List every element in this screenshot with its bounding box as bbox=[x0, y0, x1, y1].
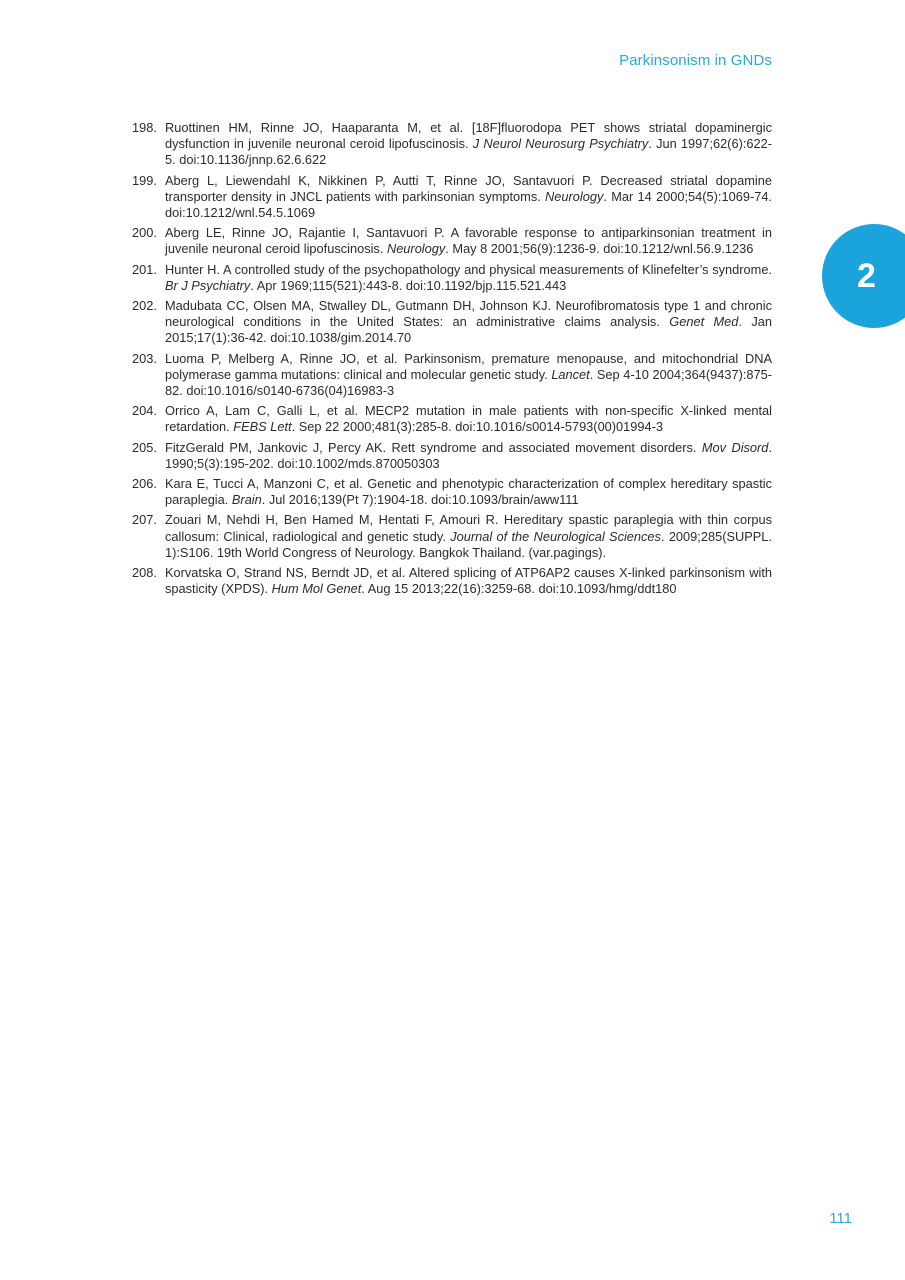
reference-number: 199. bbox=[132, 172, 157, 188]
reference-text: Hunter H. A controlled study of the psychopathology and physical measurements of Klinefelter’s syndrome. Br J Psychiatry. Apr 1969;115(521):443-8. doi:10.1192/bjp.115.521.443 bbox=[165, 261, 772, 293]
reference-text: Madubata CC, Olsen MA, Stwalley DL, Gutmann DH, Johnson KJ. Neurofibromatosis type 1 and chronic neurological conditions in the United States: an administrative claims analysis. Genet Med. Jan 2015;17(1):36-42. doi:10.1038/gim.2014.70 bbox=[165, 298, 772, 346]
running-header: Parkinsonism in GNDs bbox=[619, 52, 772, 69]
journal-title: Br J Psychiatry bbox=[165, 277, 251, 293]
reference-item bbox=[132, 173, 772, 222]
journal-title: Journal of the Neurological Sciences bbox=[450, 528, 661, 544]
reference-number: 207. bbox=[132, 512, 157, 528]
reference-text: Aberg L, Liewendahl K, Nikkinen P, Autti T, Rinne JO, Santavuori P. Decreased striatal dopamine transporter density in JNCL patients with parkinsonian symptoms. Neurology. Mar 14 2000;54(5):1069-74. doi:10.1212/wnl.54.5.1069 bbox=[165, 172, 772, 221]
reference-text: Ruottinen HM, Rinne JO, Haaparanta M, et al. [18F]fluorodopa PET shows striatal dopaminergic dysfunction in juvenile neuronal ceroid lipofuscinosis. J Neurol Neurosurg Psychiatry. Jun 1997;62(6):622-5. doi:10.1136/jnnp.62.6.622 bbox=[165, 120, 772, 168]
reference-text: Korvatska O, Strand NS, Berndt JD, et al. Altered splicing of ATP6AP2 causes X-linked parkinsonism with spasticity (XPDS). Hum Mol Genet. Aug 15 2013;22(16):3259-68. doi:10.1093/hmg/ddt180 bbox=[165, 565, 772, 597]
journal-title: Hum Mol Genet bbox=[271, 581, 362, 597]
reference-number: 201. bbox=[132, 261, 157, 277]
journal-title: FEBS Lett bbox=[233, 419, 292, 435]
journal-title: Neurology bbox=[386, 241, 446, 257]
reference-item bbox=[132, 440, 772, 472]
reference-number: 202. bbox=[132, 298, 157, 314]
reference-text: Luoma P, Melberg A, Rinne JO, et al. Parkinsonism, premature menopause, and mitochondrial DNA polymerase gamma mutations: clinical and molecular genetic study. Lancet. Sep 4-10 2004;364(9437):875-82. doi:10.1016/s0140-6736(04)16983-3 bbox=[165, 350, 773, 399]
reference-number: 206. bbox=[132, 476, 157, 492]
reference-item bbox=[132, 512, 772, 561]
reference-item bbox=[132, 476, 772, 508]
reference-text: Aberg LE, Rinne JO, Rajantie I, Santavuori P. A favorable response to antiparkinsonian treatment in juvenile neuronal ceroid lipofuscinosis. Neurology. May 8 2001;56(9):1236-9. doi:10.1212/wnl.56.9.1236 bbox=[165, 225, 772, 257]
reference-item bbox=[132, 403, 772, 435]
reference-item bbox=[132, 225, 772, 257]
journal-title: Brain bbox=[231, 492, 262, 508]
journal-title: Lancet bbox=[551, 366, 590, 382]
reference-number: 198. bbox=[132, 120, 157, 135]
reference-number: 200. bbox=[132, 225, 157, 241]
reference-number: 203. bbox=[132, 350, 157, 366]
reference-text: FitzGerald PM, Jankovic J, Percy AK. Rett syndrome and associated movement disorders. Mov Disord. 1990;5(3):195-202. doi:10.1002/mds.870050303 bbox=[165, 439, 772, 471]
reference-item bbox=[132, 120, 772, 169]
reference-number: 205. bbox=[132, 439, 157, 455]
journal-title: Genet Med bbox=[669, 314, 739, 330]
reference-item bbox=[132, 565, 772, 597]
reference-item bbox=[132, 351, 772, 400]
reference-number: 204. bbox=[132, 403, 157, 419]
reference-list bbox=[132, 120, 772, 601]
reference-text: Zouari M, Nehdi H, Ben Hamed M, Hentati F, Amouri R. Hereditary spastic paraplegia with thin corpus callosum: Clinical, radiological and genetic study. Journal of the Neurological Sciences. 2009;285(SUPPL. 1):S106. 19th World Congress of Neurology. Bangkok Thailand. (var.pagings). bbox=[165, 512, 772, 560]
reference-item bbox=[132, 298, 772, 347]
journal-title: Neurology bbox=[545, 188, 604, 204]
page-number: 111 bbox=[829, 1210, 852, 1227]
reference-item bbox=[132, 262, 772, 294]
reference-number: 208. bbox=[132, 565, 157, 581]
chapter-tab: 2 bbox=[822, 224, 905, 328]
reference-text: Kara E, Tucci A, Manzoni C, et al. Genetic and phenotypic characterization of complex hereditary spastic paraplegia. Brain. Jul 2016;139(Pt 7):1904-18. doi:10.1093/brain/aww111 bbox=[165, 476, 772, 508]
reference-text: Orrico A, Lam C, Galli L, et al. MECP2 mutation in male patients with non-specific X-linked mental retardation. FEBS Lett. Sep 22 2000;481(3):285-8. doi:10.1016/s0014-5793(00)01994-3 bbox=[165, 403, 772, 435]
journal-title: J Neurol Neurosurg Psychiatry bbox=[472, 136, 649, 152]
journal-title: Mov Disord bbox=[701, 439, 769, 455]
